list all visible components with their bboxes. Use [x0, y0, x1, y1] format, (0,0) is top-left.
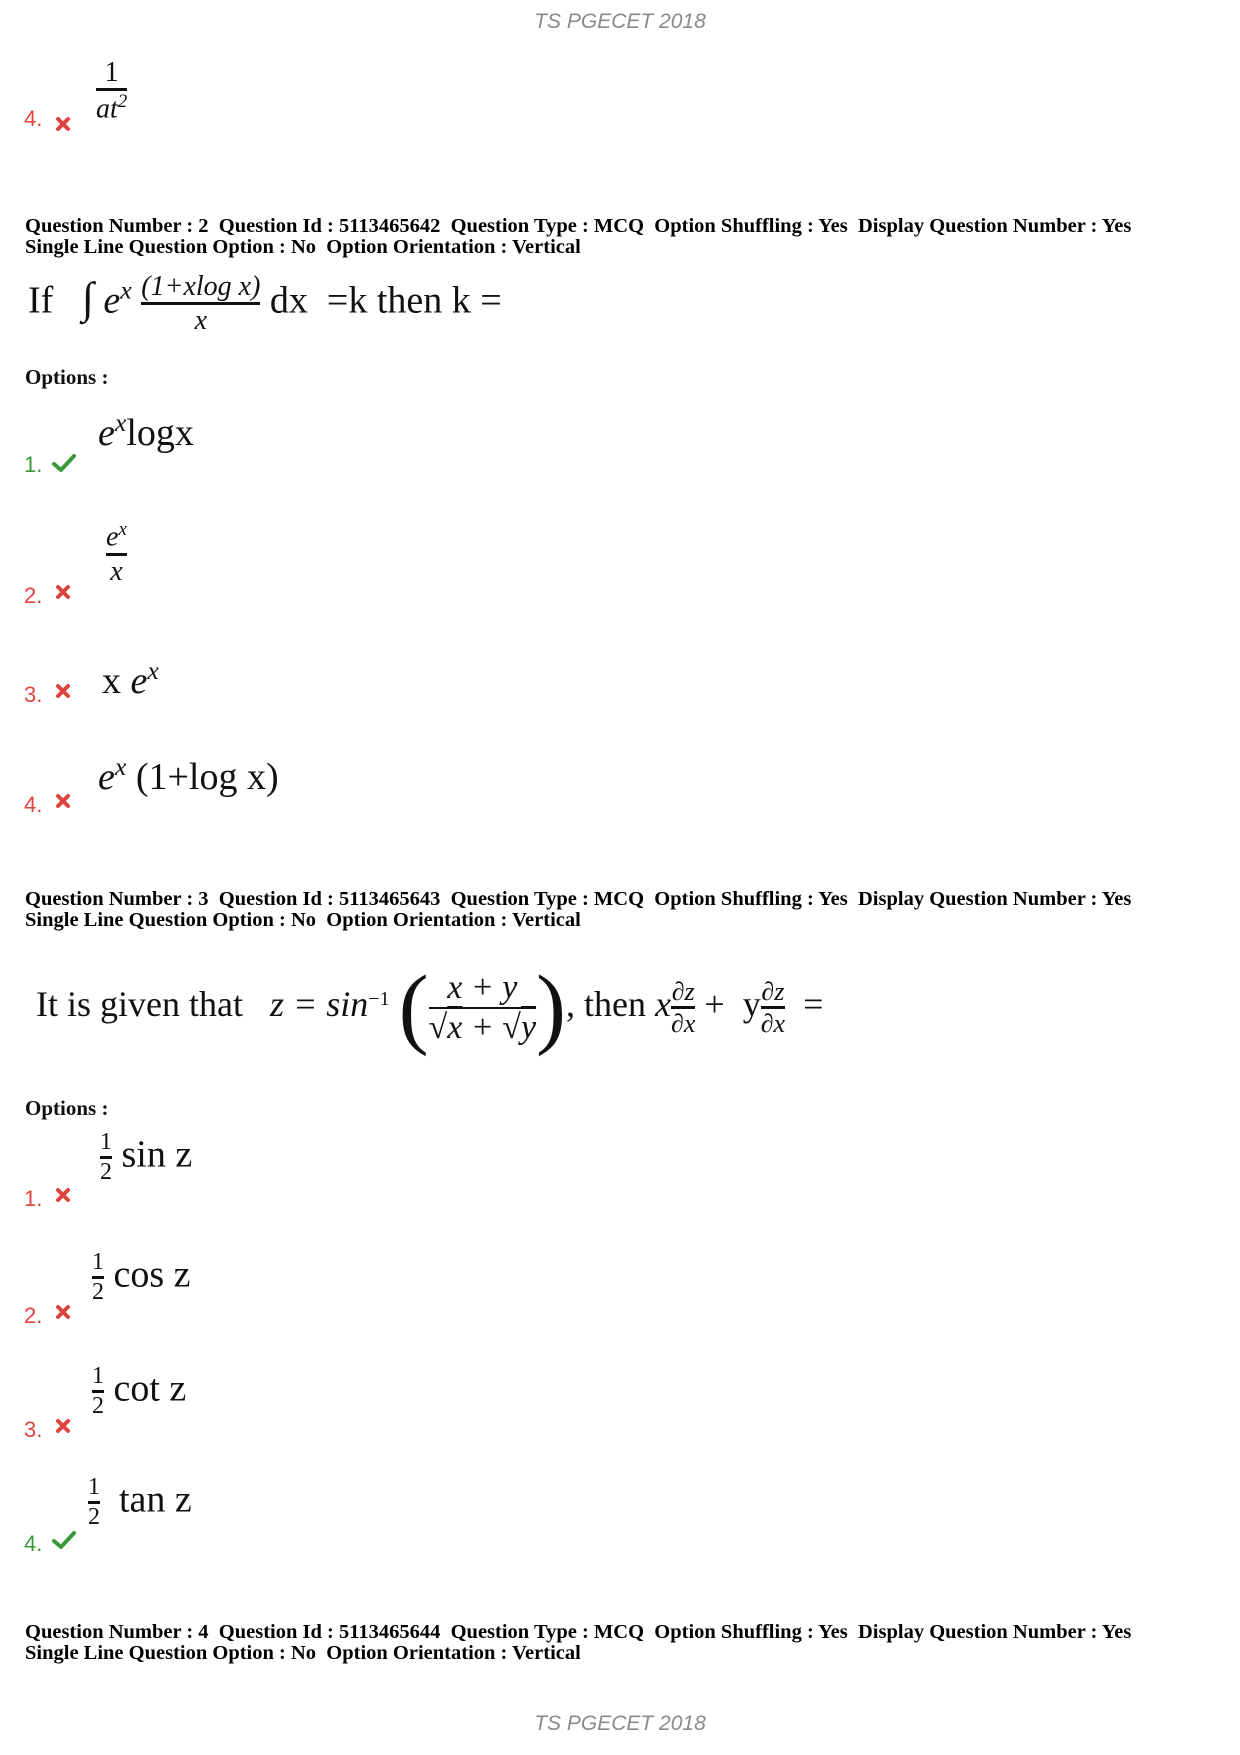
stem-tail: =k then k = [326, 279, 502, 322]
cross-icon [55, 683, 71, 699]
q4-meta-line-2: Single Line Question Option : No Option Orientation : Vertical [25, 1642, 581, 1664]
q3-option-4-expression [88, 1475, 192, 1530]
numerator: 1 [88, 1474, 100, 1500]
q3-option-2-expression [92, 1250, 191, 1305]
stem-denominator-a: x [447, 1008, 463, 1046]
stem-dz: ∂z [671, 976, 695, 1006]
lead: x [102, 660, 131, 703]
stem-denominator: x [194, 305, 208, 337]
q2-question-stem [28, 272, 502, 336]
stem-dx2: ∂x [760, 1009, 786, 1038]
cross-icon [55, 1187, 71, 1203]
q2-option-4-expression [98, 752, 279, 799]
fraction-denominator: at [96, 93, 118, 125]
integral-sign: ∫ [81, 273, 94, 323]
stem-e: e [103, 279, 121, 322]
numerator: 1 [92, 1363, 104, 1389]
check-icon [52, 1530, 76, 1550]
stem-exp: x [120, 275, 132, 305]
stem-numerator: x + y [447, 968, 518, 1006]
denominator: 2 [100, 1159, 112, 1186]
q3-option-1-number: 1. [24, 1186, 43, 1211]
q3-question-stem: It is given that $z = \sin^{-1}$ ( $\frac{x + y}{√x + √y}$ ), then x $\frac{\partial z}{\partial x}$ + y $\frac{\partial z}{\partial x}$ = [36, 958, 824, 1057]
check-icon [52, 453, 76, 473]
numerator-base: e [106, 521, 119, 553]
stem-denominator-b: y [520, 1008, 537, 1046]
fraction-numerator: 1 [104, 57, 119, 88]
denominator: 2 [92, 1279, 104, 1306]
stem-if: If [28, 279, 54, 322]
numerator: 1 [92, 1249, 104, 1275]
stem-y: y [742, 983, 761, 1024]
tail: (1+log x) [126, 756, 279, 799]
stem-lead: It is given that [36, 983, 243, 1024]
q2-option-3-number: 3. [24, 682, 43, 707]
tail: logx [126, 412, 194, 455]
stem-inverse: −1 [368, 987, 390, 1010]
denominator: 2 [88, 1504, 100, 1531]
exponent: x [114, 752, 127, 781]
q2-option-1-number: 1. [24, 452, 43, 477]
stem-plus: + [704, 983, 725, 1024]
q2-meta-line-1: Question Number : 2 Question Id : 5113465642 Question Type : MCQ Option Shuffling : Yes Display Question Number : Yes [25, 215, 1132, 237]
numerator-exponent: x [118, 519, 127, 540]
stem-dx: dx [269, 279, 308, 322]
q2-option-3-expression [102, 656, 159, 703]
q4-meta-line-1: Question Number : 4 Question Id : 5113465644 Question Type : MCQ Option Shuffling : Yes Display Question Number : Yes [25, 1621, 1132, 1643]
exponent: x [114, 408, 127, 437]
exponent: x [147, 656, 159, 685]
q2-option-1-expression [98, 408, 194, 455]
q3-options-label: Options : [25, 1096, 109, 1120]
stem-z-eq: z = sin [269, 983, 369, 1024]
base: e [98, 412, 115, 455]
function-text: cos z [113, 1253, 191, 1296]
cross-icon [55, 793, 71, 809]
function-text: cot z [113, 1367, 187, 1410]
q3-option-2-number: 2. [24, 1303, 43, 1328]
stem-denominator-plus: + [470, 1008, 494, 1046]
q2-options-label: Options : [25, 365, 109, 389]
q3-option-3-number: 3. [24, 1417, 43, 1442]
denominator: 2 [92, 1393, 104, 1420]
stem-numerator: (1+xlog x) [141, 271, 261, 302]
cross-icon [55, 1304, 71, 1320]
function-text: sin z [121, 1133, 193, 1176]
q2-option-4-number: 4. [24, 792, 43, 817]
cross-icon [55, 584, 71, 600]
stem-x: x [655, 983, 671, 1024]
function-text: tan z [119, 1478, 192, 1521]
q2-option-2-expression [106, 520, 127, 586]
q1-option-4-expression [96, 58, 127, 124]
cross-icon [55, 1418, 71, 1434]
q3-meta-line-1: Question Number : 3 Question Id : 5113465643 Question Type : MCQ Option Shuffling : Yes Display Question Number : Yes [25, 888, 1132, 910]
base: e [98, 756, 115, 799]
q3-option-3-expression [92, 1364, 186, 1419]
exponent: 2 [117, 91, 128, 113]
cross-icon [55, 116, 71, 132]
q3-option-1-expression [100, 1130, 192, 1185]
base: e [130, 660, 148, 703]
denominator: x [110, 555, 123, 587]
page-header: TS PGECET 2018 [534, 10, 706, 33]
q1-option-4-number: 4. [24, 106, 43, 131]
q3-option-4-number: 4. [24, 1531, 43, 1556]
stem-dx: ∂x [671, 1009, 696, 1038]
stem-then: , then [566, 983, 647, 1024]
q3-meta-line-2: Single Line Question Option : No Option Orientation : Vertical [25, 909, 581, 931]
q2-meta-line-2: Single Line Question Option : No Option Orientation : Vertical [25, 236, 581, 258]
stem-eq: = [803, 983, 824, 1024]
stem-dz2: ∂z [761, 976, 785, 1006]
q2-option-2-number: 2. [24, 583, 43, 608]
page-footer: TS PGECET 2018 [534, 1712, 706, 1735]
numerator: 1 [100, 1129, 112, 1155]
